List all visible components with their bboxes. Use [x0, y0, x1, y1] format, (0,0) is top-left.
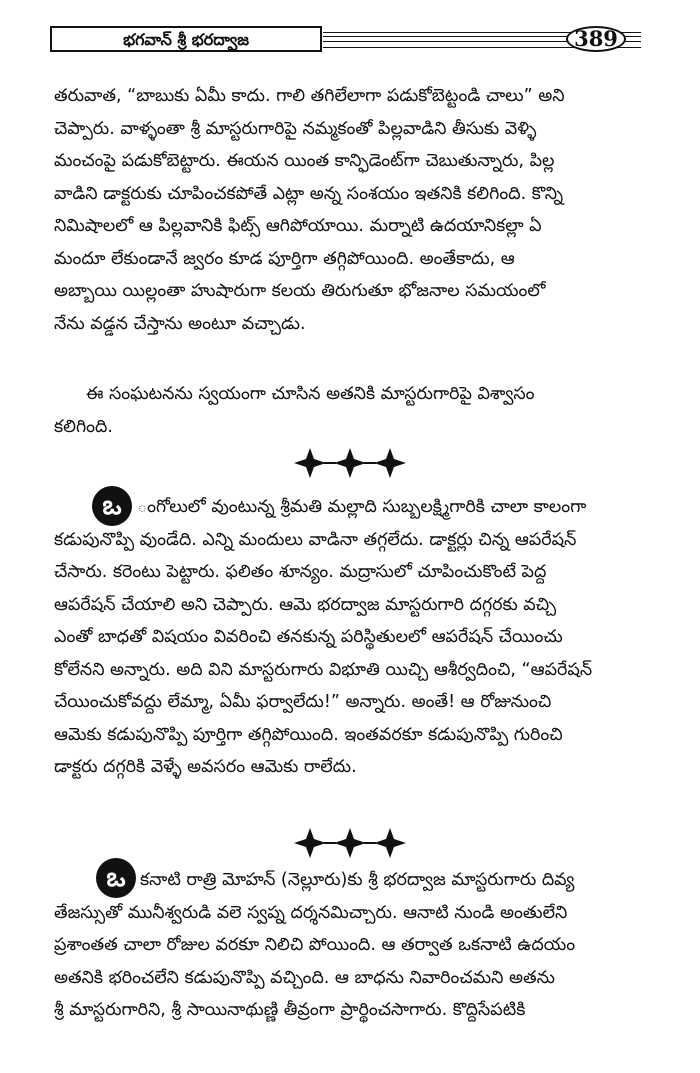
text-line: డాక్టరు దగ్గరికి వెళ్ళే అవసరం ఆమెకు రాలేదు.: [54, 757, 357, 777]
drop-cap: ఒ: [96, 858, 136, 898]
text-line: ఆమెకు కడుపునొప్పి పూర్తిగా తగ్గిపోయింది. ఇంతవరకూ కడుపునొప్పి గురించి: [54, 724, 563, 745]
paragraph-3: [54, 491, 646, 784]
text-line: ఆపరేషన్ చేయాలి అని చెప్పారు. ఆమె భరద్వాజ మాస్టరుగారి దగ్గరకు వచ్చి: [54, 594, 557, 615]
text-line: చెప్పారు. వాళ్ళంతా శ్రీ మాస్టరుగారిపై నమ్మకంతో పిల్లవాడిని తీసుకు వెళ్ళి: [54, 118, 537, 139]
paragraph-2: [54, 378, 646, 443]
ornament-divider: [290, 446, 410, 480]
text-line: ఈ సంఘటనను స్వయంగా చూసిన అతనికి మాస్టరుగారిపై విశ్వాసం: [86, 384, 535, 404]
text-line: కడుపునొప్పి వుండేది. ఎన్ని మందులు వాడినా తగ్గలేదు. డాక్టర్లు చిన్న ఆపరేషన్: [54, 529, 577, 550]
text-line: వాడిని డాక్టరుకు చూపించకపోతే ఎట్లా అన్న సంశయం ఇతనికి కలిగింది. కొన్ని: [54, 183, 564, 204]
text-line: చేసారు. కరెంటు పెట్టారు. ఫలితం శూన్యం. మద్రాసులో చూపించుకొంటే పెద్ద: [54, 562, 547, 582]
text-line: ంగోలులో వుంటున్న శ్రీమతి మల్లాది సుబ్బలక్ష్మిగారికి చాలా కాలంగా: [137, 497, 587, 517]
text-line: తేజస్సుతో మునీశ్వరుడి వలె స్వప్న దర్శనమిచ్చారు. ఆనాటి నుండి అంతులేని: [54, 902, 568, 923]
text-line: ఎంతో బాధతో విషయం వివరించి తనకున్న పరిస్థితులలో ఆపరేషన్ చేయించు: [54, 627, 563, 647]
text-line: ప్రశాంతత చాలా రోజుల వరకూ నిలిచి పోయింది. ఆ తర్వాత ఒకనాటి ఉదయం: [54, 935, 576, 955]
paragraph-4: [54, 864, 646, 1027]
page-number: 389: [574, 26, 618, 51]
text-line: అబ్బాయి యిల్లంతా హుషారుగా కలయ తిరుగుతూ భోజనాల సమయంలో: [54, 281, 546, 301]
text-line: నేను వడ్డన చేస్తాను అంటూ వచ్చాడు.: [54, 313, 306, 334]
text-line: నిమిషాలలో ఆ పిల్లవానికి ఫిట్స్ ఆగిపోయాయి. మర్నాటి ఉదయానికల్లా ఏ: [54, 216, 542, 236]
text-line: మంచంపై పడుకోబెట్టారు. ఈయన యింత కాన్ఫిడెంట్‌గా చెబుతున్నారు, పిల్ల: [54, 151, 555, 171]
paragraph-1: [54, 80, 646, 340]
drop-cap: ఒ: [92, 486, 132, 526]
text-line: తరువాత, “బాబుకు ఏమీ కాదు. గాలి తగిలేలాగా పడుకోబెట్టండి చాలు” అని: [54, 86, 565, 106]
ornament-divider: [290, 826, 410, 860]
text-line: మందూ లేకుండానే జ్వరం కూడ పూర్తిగా తగ్గిపోయింది. అంతేకాదు, ఆ: [54, 248, 515, 269]
text-line: కోలేనని అన్నారు. అది విని మాస్టరుగారు విభూతి యిచ్చి ఆశీర్వదించి, “ఆపరేషన్: [54, 659, 593, 680]
text-line: కనాటి రాత్రి మోహన్ (నెల్లూరు)కు శ్రీ భరద్వాజ మాస్టరుగారు దివ్య: [140, 870, 575, 890]
text-line: అతనికి భరించలేని కడుపునొప్పి వచ్చింది. ఆ బాధను నివారించమని అతను: [54, 967, 555, 988]
text-line: చేయించుకోవద్దు లేమ్మా, ఏమీ ఫర్వాలేదు!” అన్నారు. అంతే! ఆ రోజునుంచి: [54, 692, 552, 712]
running-header-title: భగవాన్ శ్రీ భరద్వాజ: [123, 30, 249, 49]
text-line: శ్రీ మాస్టరుగారిని, శ్రీ సాయినాథుణ్ణి తీవ్రంగా ప్రార్థించసాగారు. కొద్దిసేపటికి: [54, 1000, 526, 1020]
text-line: కలిగింది.: [54, 416, 113, 437]
